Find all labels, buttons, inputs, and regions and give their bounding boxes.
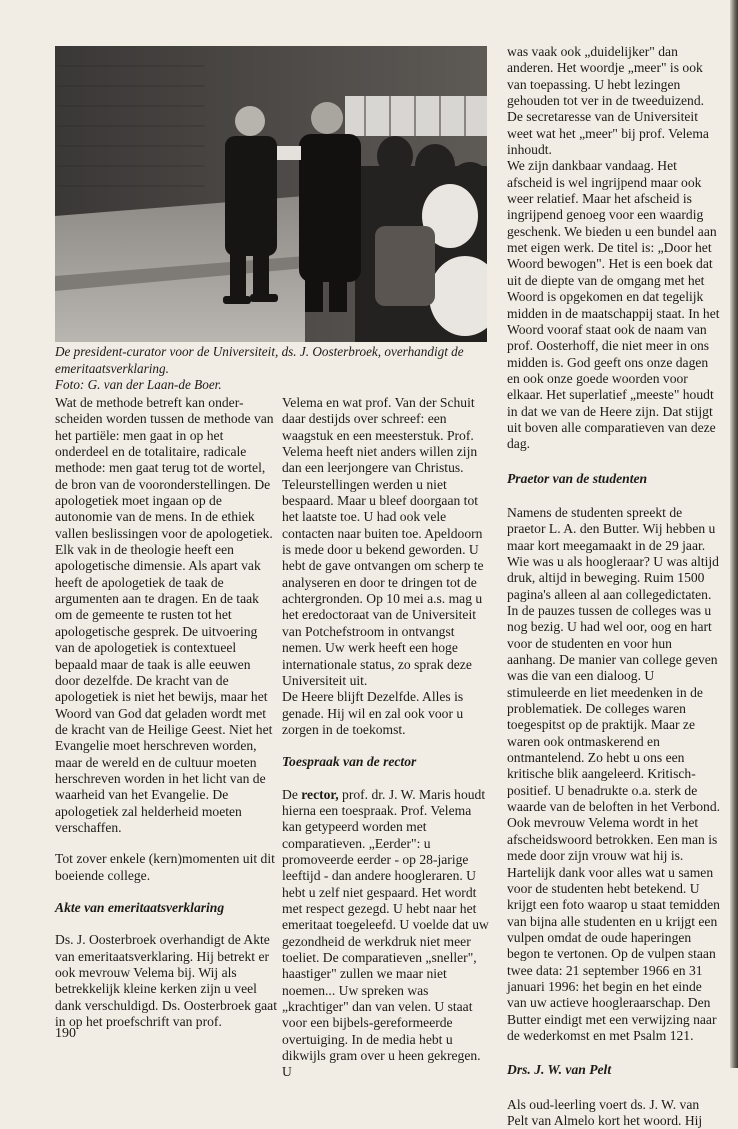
section-heading: Drs. J. W. van Pelt [507,1062,612,1078]
section-heading: Praetor van de studenten [507,470,648,486]
section-heading: Toespraak van de rector [282,754,417,770]
photo-ceremony-icon [55,46,487,342]
paragraph: Tot zover enkele (kern)momenten uit dit boeiende college. [55,851,275,883]
column-right [507,44,721,1129]
paragraph: was vaak ook „duidelijker" dan anderen. Het woordje „meer" is ook van toepassing. U hebt lezingen gehouden tot ver in de tweeduizend. De secretaresse van de Universiteit weet wat het „meer" bij prof. Velema inhoudt. [507,44,709,158]
paragraph: We zijn dankbaar vandaag. Het afscheid is wel ingrijpend maar ook weer relatief. Maar het afscheid is ingrijpend genoeg voor een waardig geschenk. We bieden u een bundel aan met eigen werk. De titel is: „Door het Woord bewogen". Het is een boek dat uit de diepte van de omgang met het Woord is opgekomen en dat tegelijk midden in de maatschappij staat. In het Woord vooraf staat ook de naam van prof. Oosterhoff, die niet meer in ons midden is. God geeft ons onze dagen en ook onze goede woorden voor elkaar. Het superlatief „meeste" houdt in dat we van de Heere zijn. Dat stijgt uit boven alle comparatieven van deze dag. [507,158,720,452]
text-lead: De [282,786,302,802]
page-edge-shadow [730,0,738,1068]
paragraph: Ds. J. Oosterbroek overhandigt de Akte van emeritaatsverklaring. Hij betrekt er ook mevrouw Velema bij. Wij als betrekkelijk kleine kerken zijn u veel dank verschuldigd. Ds. Oosterbroek gaat in op het proefschrift van prof. [55,932,277,1030]
section-heading: Akte van emeritaatsverklaring [55,899,225,915]
column-left [55,395,277,1030]
ceremony-photo [55,46,487,342]
paragraph: Namens de studenten spreekt de praetor L. A. den Butter. Wij hebben u maar kort meegamaakt in de 29 jaar. Wie was u als hoogleraar? U was altijd druk, altijd in beweging. Ruim 1500 pagina's alleen al aan collegedictaten. In de pauzes tussen de colleges was u nog bezig. U had wel oor, oog en hart voor de studenten en voor hun aanhang. De manier van college geven was die van een dialoog. U stimuleerde en liet meedenken in de problematiek. De colleges waren toegespitst op de praktijk. Maar ze waren ook ontmaskerend en ontmantelend. Zo hebt u ons een kritische blik aangeleerd. Kritisch-positief. U benadrukte o.a. sterk de waarde van de beloften in het Verbond. Ook mevrouw Velema wordt in het afscheidswoord betrokken. Een man is mede door zijn vrouw wat hij is. Hartelijk dank voor alles wat u samen voor de studenten hebt betekend. U krijgt een foto waarop u staat temidden van bijna alle studenten en u krijgt een vulpen omdat de oude haperingen begon te vertonen. Op de vulpen staan twee data: 21 september 1966 en 31 januari 1996: het begin en het einde van uw actieve hoogleraarschap. Den Butter eindigt met een verwijzing naar de wederkomst en met Psalm 121. [507,504,721,1043]
text-rest: prof. dr. J. W. Maris houdt hierna een toespraak. Prof. Velema kan getypeerd worden met comparatieven. „Eerder": u promoveerde eerder - op 28-jarige leeftijd - dan andere hoogleraren. U hebt u zelf niet gespaard. Het wordt met respect gezegd. U hebt naar het emeritaat toegeleefd. U voelde dat uw gezondheid de werkdruk niet meer toeliet. De comparatieven „sneller", haastiger" zullen we maar niet noemen... Uw spreken was „krachtiger" dan van velen. U staat voor een bijbels-gereformeerde overtuiging. In de media hebt u dikwijls gram over u heen gekregen. U [282,786,489,1080]
caption-text: De president-curator voor de Universiteit, ds. J. Oosterbroek, overhandigt de emeritaatsverklaring. [55,344,464,376]
caption-credit: Foto: G. van der Laan-de Boer. [55,377,222,392]
paragraph: Wat de methode betreft kan onder-scheiden worden tussen de methode van het partiële: men gaat in op het onderdeel en de totalitaire, radicale methode: men gaat terug tot de wortel, de bron van de vooronderstellingen. De apologetiek moet ingaan op de autonomie van de mens. In de ethiek vallen beslissingen voor de apologetiek. Elk vak in de theologie heeft een apologetische dimensie. Als apart vak heeft de apologetiek de taak de argumenten aan te dragen. En de taak om de gemeente te rusten tot het apologetische gesprek. De uitvoering van de apologetiek is contextueel bepaald maar de taak is alle eeuwen door dezelfde. De kracht van de apologetiek is niet het bewijs, maar het Woord van God dat geladen wordt met de kracht van de Heilige Geest. Niet het Evangelie moet herschreven worden, maar de wereld en de cultuur moeten herschreven worden in het licht van de waarheid van het Evangelie. De apologetiek zal helderheid moeten verschaffen. [55,395,274,835]
paragraph: Velema en wat prof. Van der Schuit daar destijds over schreef: een waagstuk en een meesterstuk. Prof. Velema heeft niet anders willen zijn dan een leerjongere van Christus. Teleurstellingen werden u niet bespaard. Maar u bleef doorgaan tot het laatste toe. U had ook vele contacten naar buiten toe. Apeldoorn is mede door u bekend geworden. U hebt de gave ontvangen om scherp te analyseren en door te dringen tot de achtergronden. Op 10 mei a.s. mag u het eredoctoraat van de Universiteit van Potchefstroom in ontvangst nemen. Uw werk heeft een hoge internationale status, zo sprak deze Universiteit uit. [282,395,484,688]
paragraph: Als oud-leerling voert ds. J. W. van Pelt van Almelo kort het woord. Hij [507,1096,703,1128]
photo-caption [55,344,495,394]
page-number: 190 [55,1026,76,1041]
text-bold: rector, [301,786,339,802]
paragraph: De Heere blijft Dezelfde. Alles is genade. Hij wil en zal ook voor u zorgen in de toekomst. [282,689,464,737]
column-middle [282,395,490,1081]
paragraph [282,787,490,1081]
